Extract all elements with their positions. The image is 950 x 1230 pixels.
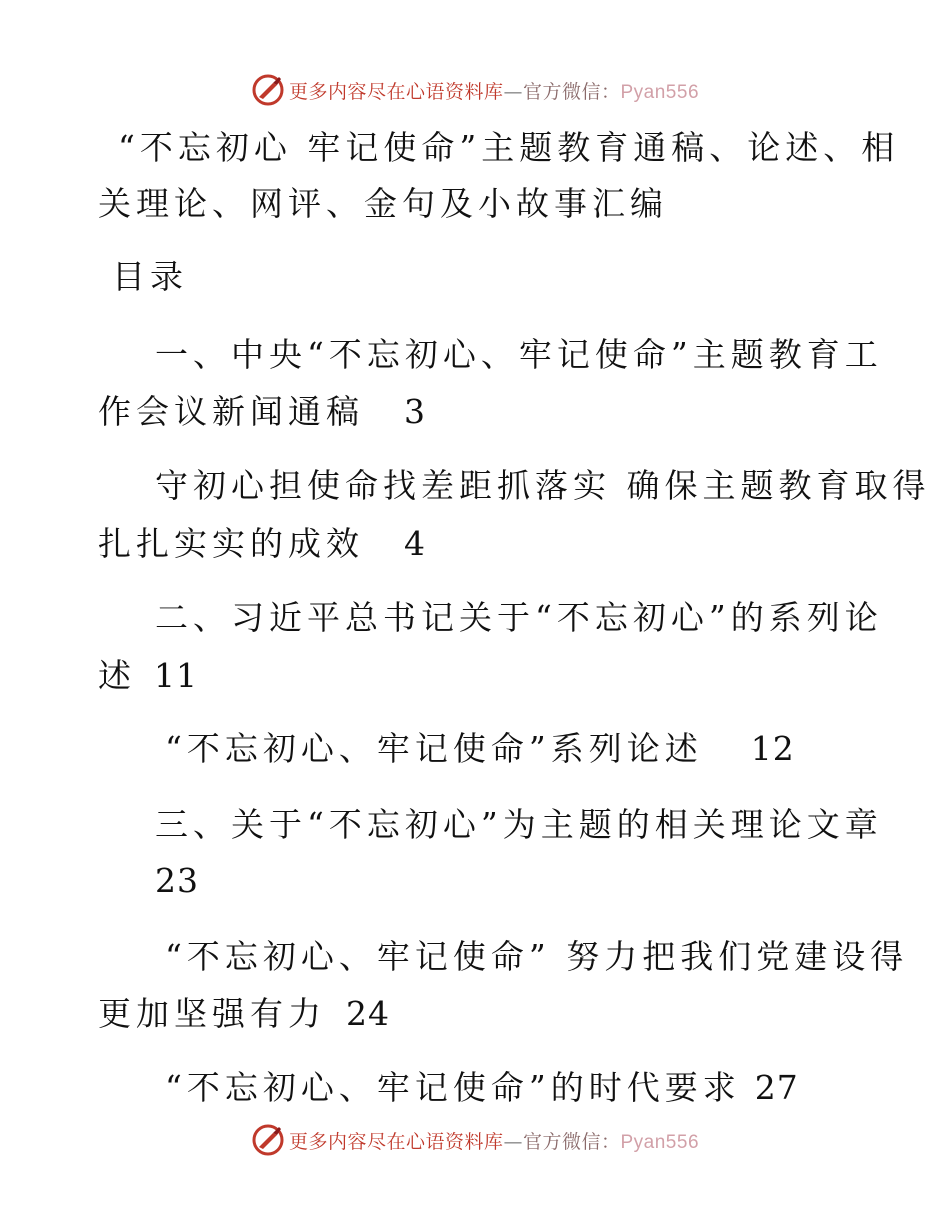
- toc-entry-4-page: 12: [750, 729, 795, 768]
- toc-entry-5-line1[interactable]: 三、关于“不忘初心”为主题的相关理论文章: [155, 805, 883, 844]
- watermark-id: Pyan556: [620, 1131, 700, 1153]
- watermark-text: 更多内容尽在心语资料库: [288, 80, 504, 103]
- toc-entry-3-page: 11: [154, 656, 198, 695]
- toc-entry-1-line1[interactable]: 一、中央“不忘初心、牢记使命”主题教育工: [155, 335, 883, 374]
- toc-entry-5-page-number: 23: [155, 861, 199, 900]
- logo-icon: [251, 1123, 285, 1157]
- toc-entry-1-title: 作会议新闻通稿: [98, 392, 364, 431]
- toc-entry-7-title: “不忘初心、牢记使命”的时代要求: [165, 1068, 741, 1107]
- toc-entry-2-line1[interactable]: 守初心担使命找差距抓落实 确保主题教育取得: [155, 466, 931, 505]
- watermark-dash: —: [503, 80, 523, 103]
- watermark-id: Pyan556: [620, 81, 700, 103]
- toc-entry-7-page: 27: [754, 1068, 799, 1107]
- toc-entry-5-page[interactable]: [155, 861, 199, 901]
- toc-entry-3-line1[interactable]: 二、习近平总书记关于“不忘初心”的系列论: [155, 598, 883, 637]
- watermark-footer: [0, 1120, 950, 1160]
- watermark-text: 更多内容尽在心语资料库: [288, 1130, 504, 1153]
- toc-entry-1-line2[interactable]: [98, 392, 426, 432]
- toc-entry-6-title: 更加坚强有力: [98, 994, 326, 1033]
- toc-entry-2-line2[interactable]: [98, 524, 426, 564]
- toc-entry-3-line2[interactable]: [98, 656, 198, 696]
- watermark-sub: 官方微信：: [522, 80, 621, 103]
- toc-heading: 目录: [112, 257, 188, 296]
- toc-entry-4[interactable]: [165, 729, 795, 769]
- toc-entry-6-line2[interactable]: [98, 994, 390, 1034]
- watermark-text-block: [289, 1127, 699, 1154]
- toc-entry-2-page: 4: [404, 524, 426, 563]
- toc-entry-6-page: 24: [346, 994, 390, 1033]
- document-title-line1: “不忘初心 牢记使命”主题教育通稿、论述、相: [118, 128, 900, 167]
- toc-entry-3-title: 述: [98, 656, 136, 695]
- toc-entry-2-title: 扎扎实实的成效: [98, 524, 364, 563]
- toc-entry-7[interactable]: [165, 1068, 799, 1108]
- watermark-dash: —: [503, 1130, 523, 1153]
- document-title-line2: 关理论、网评、金句及小故事汇编: [98, 184, 668, 223]
- toc-entry-1-page: 3: [404, 392, 426, 431]
- watermark-sub: 官方微信：: [522, 1130, 621, 1153]
- toc-entry-6-line1[interactable]: “不忘初心、牢记使命” 努力把我们党建设得: [165, 937, 909, 976]
- toc-entry-4-title: “不忘初心、牢记使命”系列论述: [165, 729, 703, 768]
